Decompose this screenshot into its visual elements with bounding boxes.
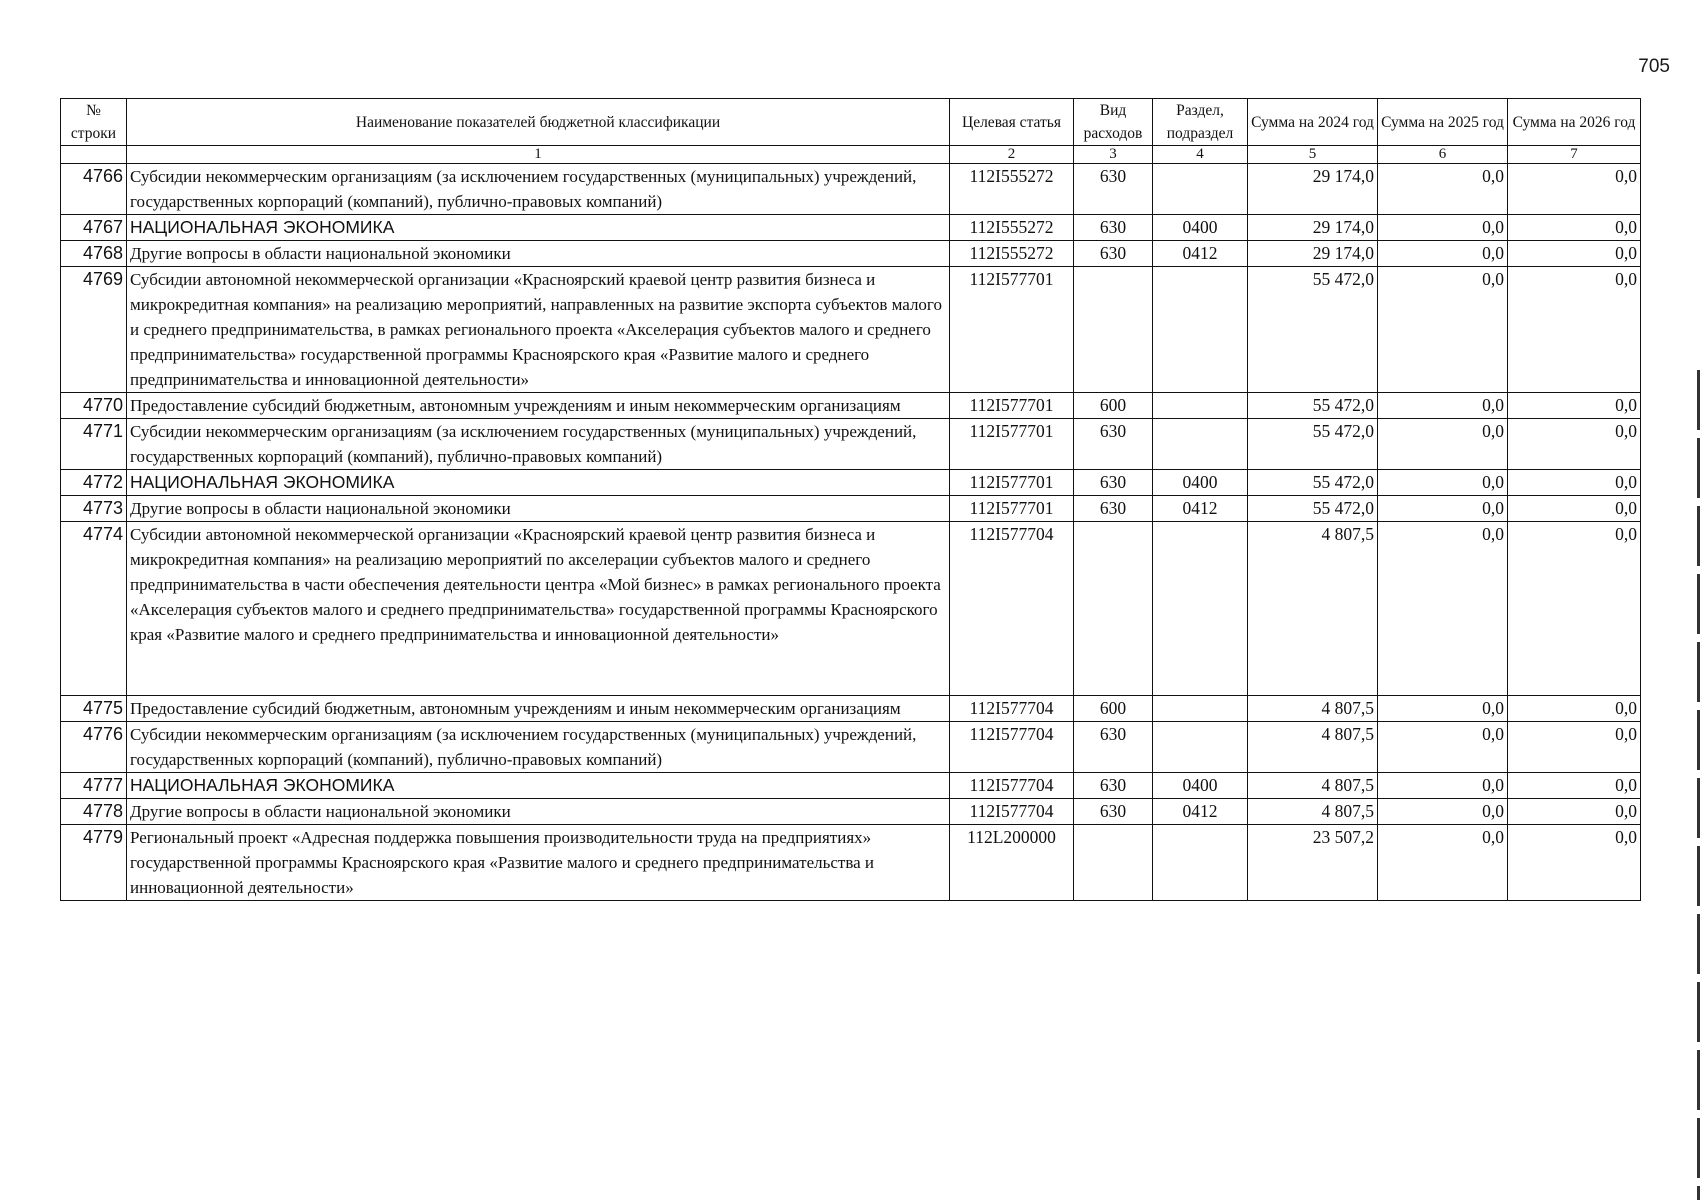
row-name: НАЦИОНАЛЬНАЯ ЭКОНОМИКА [127,215,950,241]
column-numbers-row [61,146,1641,164]
row-number: 4770 [61,393,127,419]
budget-table [60,98,1641,901]
row-sum-2026: 0,0 [1508,164,1641,215]
row-number: 4773 [61,496,127,522]
row-section [1153,393,1248,419]
row-name: Предоставление субсидий бюджетным, автономным учреждениям и иным некоммерческим организациям [127,393,950,419]
row-section [1153,419,1248,470]
header-expense-type: Вид расходов [1074,99,1153,146]
row-section [1153,722,1248,773]
row-name: Субсидии некоммерческим организациям (за исключением государственных (муниципальных) учреждений, государственных корпораций (компаний), публично-правовых компаний) [127,722,950,773]
row-name: Региональный проект «Адресная поддержка повышения производительности труда на предприятиях» государственной программы Красноярского края «Развитие малого и среднего предпринимательства и инновационной деятельности» [127,825,950,901]
row-name: Субсидии автономной некоммерческой организации «Красноярский краевой центр развития бизнеса и микрокредитная компания» на реализацию мероприятий, направленных на развитие экспорта субъектов малого и среднего предпринимательства, в рамках регионального проекта «Акселерация субъектов малого и среднего предпринимательства» государственной программы Красноярского края «Развитие малого и среднего предпринимательства и инновационной деятельности» [127,267,950,393]
row-name: Субсидии некоммерческим организациям (за исключением государственных (муниципальных) учреждений, государственных корпораций (компаний), публично-правовых компаний) [127,164,950,215]
row-sum-2025: 0,0 [1378,496,1508,522]
row-section: 0412 [1153,799,1248,825]
row-sum-2025: 0,0 [1378,825,1508,901]
row-name: Субсидии некоммерческим организациям (за исключением государственных (муниципальных) учреждений, государственных корпораций (компаний), публично-правовых компаний) [127,419,950,470]
row-sum-2024: 29 174,0 [1248,215,1378,241]
col-number: 5 [1248,146,1378,164]
row-name: Субсидии автономной некоммерческой организации «Красноярский краевой центр развития бизнеса и микрокредитная компания» на реализацию мероприятий по акселерации субъектов малого и среднего предпринимательства в части обеспечения деятельности центра «Мой бизнес» в рамках регионального проекта «Акселерация субъектов малого и среднего предпринимательства» государственной программы Красноярского края «Развитие малого и среднего предпринимательства и инновационной деятельности» [127,522,950,696]
row-number: 4768 [61,241,127,267]
row-number: 4769 [61,267,127,393]
row-number: 4771 [61,419,127,470]
row-expense-type: 630 [1074,470,1153,496]
table-row [61,419,1641,470]
col-number: 7 [1508,146,1641,164]
row-number: 4766 [61,164,127,215]
row-number: 4772 [61,470,127,496]
row-sum-2025: 0,0 [1378,267,1508,393]
page-number: 705 [1638,56,1670,77]
row-target-article: 112I577704 [950,773,1074,799]
row-expense-type [1074,825,1153,901]
row-name: НАЦИОНАЛЬНАЯ ЭКОНОМИКА [127,470,950,496]
row-section: 0400 [1153,470,1248,496]
table-row [61,522,1641,696]
row-sum-2026: 0,0 [1508,267,1641,393]
row-sum-2024: 4 807,5 [1248,722,1378,773]
row-sum-2026: 0,0 [1508,215,1641,241]
row-target-article: 112I577701 [950,470,1074,496]
row-number: 4776 [61,722,127,773]
row-name: НАЦИОНАЛЬНАЯ ЭКОНОМИКА [127,773,950,799]
row-sum-2024: 23 507,2 [1248,825,1378,901]
row-section [1153,164,1248,215]
row-expense-type: 600 [1074,393,1153,419]
row-sum-2024: 4 807,5 [1248,799,1378,825]
header-sum-2026: Сумма на 2026 год [1508,99,1641,146]
row-sum-2026: 0,0 [1508,393,1641,419]
row-sum-2025: 0,0 [1378,722,1508,773]
row-number: 4775 [61,696,127,722]
row-target-article: 112I577704 [950,799,1074,825]
table-row [61,825,1641,901]
row-sum-2025: 0,0 [1378,241,1508,267]
row-expense-type: 630 [1074,799,1153,825]
row-sum-2024: 4 807,5 [1248,696,1378,722]
row-target-article: 112I555272 [950,215,1074,241]
header-sum-2024: Сумма на 2024 год [1248,99,1378,146]
row-expense-type: 630 [1074,164,1153,215]
row-section [1153,522,1248,696]
row-sum-2025: 0,0 [1378,215,1508,241]
row-sum-2025: 0,0 [1378,696,1508,722]
table-row [61,773,1641,799]
row-name: Другие вопросы в области национальной экономики [127,799,950,825]
row-number: 4767 [61,215,127,241]
col-number: 6 [1378,146,1508,164]
table-row [61,799,1641,825]
row-sum-2026: 0,0 [1508,522,1641,696]
row-sum-2025: 0,0 [1378,164,1508,215]
row-target-article: 112L200000 [950,825,1074,901]
row-sum-2026: 0,0 [1508,496,1641,522]
row-target-article: 112I555272 [950,241,1074,267]
row-expense-type: 630 [1074,419,1153,470]
header-section: Раздел, подраздел [1153,99,1248,146]
col-number [61,146,127,164]
row-sum-2024: 55 472,0 [1248,470,1378,496]
table-row [61,164,1641,215]
row-section [1153,696,1248,722]
row-number: 4778 [61,799,127,825]
row-target-article: 112I577704 [950,722,1074,773]
row-number: 4779 [61,825,127,901]
row-section: 0400 [1153,215,1248,241]
row-target-article: 112I577701 [950,267,1074,393]
row-section: 0412 [1153,496,1248,522]
header-target: Целевая статья [950,99,1074,146]
row-number: 4774 [61,522,127,696]
row-sum-2026: 0,0 [1508,773,1641,799]
table-row [61,267,1641,393]
row-section [1153,825,1248,901]
col-number: 4 [1153,146,1248,164]
header-sum-2025: Сумма на 2025 год [1378,99,1508,146]
header-row [61,99,1641,146]
header-row-no: № строки [61,99,127,146]
header-name: Наименование показателей бюджетной классификации [127,99,950,146]
row-sum-2024: 29 174,0 [1248,241,1378,267]
col-number: 3 [1074,146,1153,164]
row-section [1153,267,1248,393]
row-expense-type: 600 [1074,696,1153,722]
row-sum-2024: 4 807,5 [1248,773,1378,799]
row-expense-type [1074,267,1153,393]
row-expense-type: 630 [1074,496,1153,522]
row-sum-2024: 55 472,0 [1248,496,1378,522]
row-target-article: 112I577701 [950,419,1074,470]
table-row [61,470,1641,496]
row-sum-2024: 29 174,0 [1248,164,1378,215]
table-row [61,215,1641,241]
row-sum-2026: 0,0 [1508,722,1641,773]
row-expense-type: 630 [1074,241,1153,267]
row-sum-2024: 55 472,0 [1248,419,1378,470]
row-target-article: 112I577704 [950,522,1074,696]
row-sum-2024: 55 472,0 [1248,393,1378,419]
row-name: Предоставление субсидий бюджетным, автономным учреждениям и иным некоммерческим организациям [127,696,950,722]
row-sum-2025: 0,0 [1378,773,1508,799]
row-sum-2026: 0,0 [1508,419,1641,470]
row-sum-2025: 0,0 [1378,799,1508,825]
col-number: 2 [950,146,1074,164]
row-sum-2024: 55 472,0 [1248,267,1378,393]
table-row [61,722,1641,773]
row-sum-2025: 0,0 [1378,470,1508,496]
row-sum-2025: 0,0 [1378,419,1508,470]
row-target-article: 112I577701 [950,393,1074,419]
row-sum-2025: 0,0 [1378,522,1508,696]
row-target-article: 112I577704 [950,696,1074,722]
row-sum-2026: 0,0 [1508,696,1641,722]
table-row [61,241,1641,267]
table-row [61,696,1641,722]
row-target-article: 112I577701 [950,496,1074,522]
table-row [61,496,1641,522]
row-number: 4777 [61,773,127,799]
row-section: 0400 [1153,773,1248,799]
row-name: Другие вопросы в области национальной экономики [127,241,950,267]
col-number: 1 [127,146,950,164]
row-expense-type: 630 [1074,773,1153,799]
row-section: 0412 [1153,241,1248,267]
row-sum-2026: 0,0 [1508,470,1641,496]
row-sum-2026: 0,0 [1508,241,1641,267]
table-row [61,393,1641,419]
row-expense-type: 630 [1074,722,1153,773]
row-sum-2026: 0,0 [1508,799,1641,825]
row-sum-2026: 0,0 [1508,825,1641,901]
row-target-article: 112I555272 [950,164,1074,215]
row-name: Другие вопросы в области национальной экономики [127,496,950,522]
row-sum-2024: 4 807,5 [1248,522,1378,696]
row-expense-type [1074,522,1153,696]
row-sum-2025: 0,0 [1378,393,1508,419]
row-expense-type: 630 [1074,215,1153,241]
